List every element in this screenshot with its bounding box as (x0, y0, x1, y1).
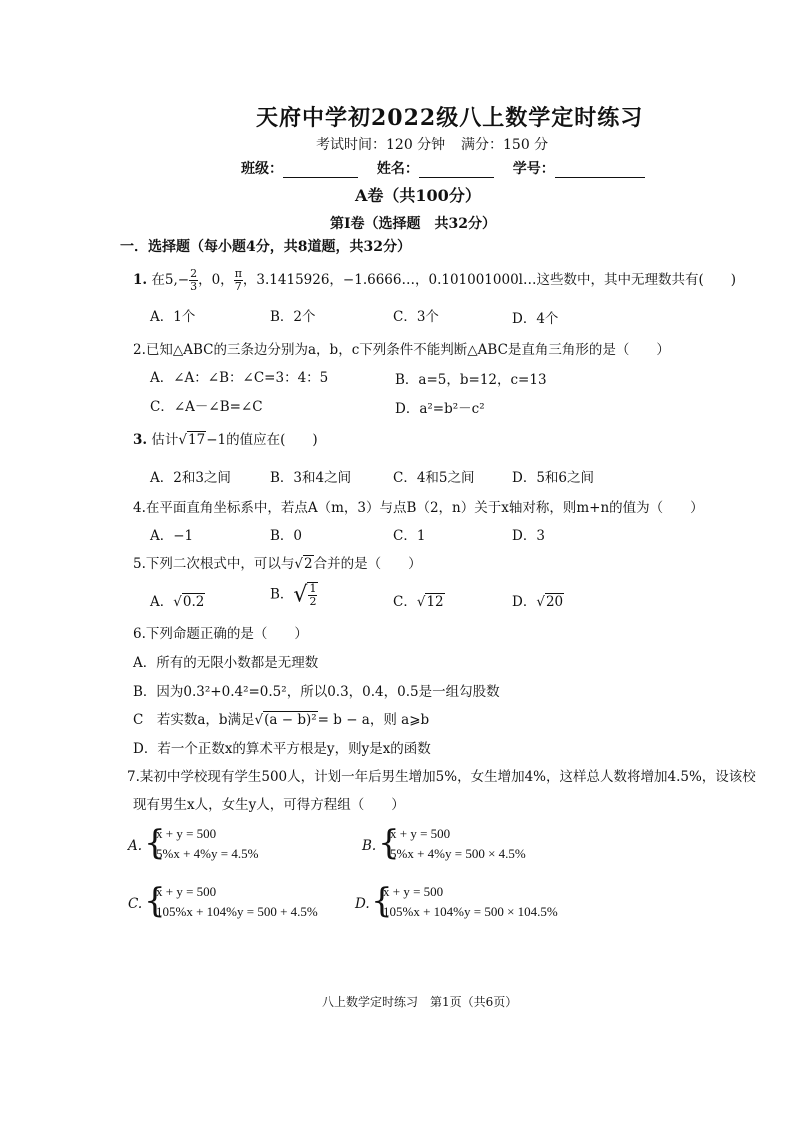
q5-option-b[interactable]: B．√ $\frac{1}{2}$ (270, 582, 317, 608)
q5-text-pre: 5.下列二次根式中，可以与 (133, 556, 295, 572)
q2-option-d[interactable]: D．a²=b²－c² (395, 401, 485, 417)
q2-option-c[interactable]: C．∠A－∠B=∠C (150, 399, 263, 415)
exam-time: 考试时间：120 分钟 (316, 137, 446, 153)
fraction: $\frac{2}{3}$ (190, 267, 198, 293)
question-5-stem: 5.下列二次根式中，可以与√2合并的是（ ） (133, 556, 422, 572)
q5-option-d[interactable]: D．√20 (512, 594, 564, 610)
q6-option-b[interactable]: B．因为0.3²+0.4²=0.5²，所以0.3，0.4，0.5是一组勾股数 (133, 684, 500, 700)
q2-option-b[interactable]: B．a=5，b=12，c=13 (395, 372, 547, 388)
q6-option-c[interactable]: C 若实数a，b满足√(a − b)²= b − a，则 a⩾b (133, 712, 430, 728)
q1-option-b[interactable]: B．2个 (270, 309, 316, 325)
q4-option-d[interactable]: D．3 (512, 528, 545, 544)
page-title: 天府中学初2022级八上数学定时练习 (256, 105, 644, 131)
radicand: 17 (188, 432, 206, 448)
fraction: $\frac{1}{2}$ (309, 582, 317, 608)
q5-text-post: 合并的是（ ） (313, 556, 422, 572)
q6-option-a[interactable]: A．所有的无限小数都是无理数 (133, 655, 319, 671)
q3-option-c[interactable]: C．4和5之间 (393, 470, 475, 486)
question-number: 1. (133, 272, 148, 288)
question-6-stem: 6.下列命题正确的是（ ） (133, 626, 308, 642)
question-1-stem (133, 268, 736, 293)
q1-option-d[interactable]: D．4个 (512, 311, 559, 327)
radicand: (a − b)² (264, 712, 317, 728)
q5-option-a[interactable]: A．√0.2 (150, 594, 205, 610)
q5-option-c[interactable]: C．√12 (393, 594, 444, 610)
q2-option-a[interactable]: A．∠A：∠B：∠C=3：4：5 (150, 370, 329, 386)
q3-text-post: −1的值应在( ) (206, 432, 318, 448)
question-number: 3. (133, 432, 148, 448)
question-7-stem-line1: 7.某初中学校现有学生500人，计划一年后男生增加5%，女生增加4%，这样总人数将增加4.5%，设该校 (127, 769, 756, 785)
q1-option-c[interactable]: C．3个 (393, 309, 439, 325)
radicand: 2 (304, 556, 313, 572)
radicand: 12 (426, 594, 444, 610)
full-score: 满分：150 分 (461, 137, 549, 153)
class-label: 班级： (241, 161, 283, 177)
student-id-label: 学号： (512, 161, 555, 177)
q1-minus: − (177, 272, 190, 288)
volume-a-heading: A卷（共100分） (355, 186, 481, 205)
q1-option-a[interactable]: A．1个 (150, 309, 196, 325)
q6-option-d[interactable]: D．若一个正数x的算术平方根是y，则y是x的函数 (133, 741, 431, 757)
name-field[interactable] (419, 163, 494, 178)
student-info-row (241, 158, 645, 178)
name-label: 姓名： (376, 161, 419, 177)
section-heading: 一．选择题（每小题4分，共8道题，共32分） (120, 239, 411, 255)
q1-text-pre: 在5, (151, 272, 178, 288)
fraction: $\frac{\pi}{7}$ (234, 267, 242, 293)
q1-text-post: ，3.1415926，−1.6666…，0.101001000l…这些数中，其中无理数共有( ) (242, 272, 737, 288)
q4-option-a[interactable]: A．−1 (150, 528, 194, 544)
class-field[interactable] (283, 163, 358, 178)
q3-option-d[interactable]: D．5和6之间 (512, 470, 595, 486)
volume-1-heading: 第Ⅰ卷（选择题 共32分） (330, 216, 497, 232)
q3-option-a[interactable]: A．2和3之间 (150, 470, 231, 486)
radicand: 20 (545, 594, 564, 610)
q4-option-c[interactable]: C．1 (393, 528, 426, 544)
question-3-stem: 3. 估计√17−1的值应在( ) (133, 432, 318, 448)
page-number: 第1页（共6页） (430, 995, 518, 1009)
q3-text-pre: 估计 (151, 432, 179, 448)
question-2-stem: 2.已知△ABC的三条边分别为a，b，c下列条件不能判断△ABC是直角三角形的是（ ） (133, 342, 670, 358)
footer-title: 八上数学定时练习 (322, 995, 419, 1009)
question-4-stem: 4.在平面直角坐标系中，若点A（m，3）与点B（2，n）关于x轴对称，则m+n的值为（ ） (133, 500, 704, 516)
q3-option-b[interactable]: B．3和4之间 (270, 470, 352, 486)
q1-text-mid: ，0， (198, 272, 234, 288)
question-7-stem-line2: 现有男生x人，女生y人，可得方程组（ ） (133, 797, 405, 813)
q4-option-b[interactable]: B．0 (270, 528, 303, 544)
student-id-field[interactable] (555, 163, 645, 178)
radicand: 0.2 (182, 594, 205, 610)
